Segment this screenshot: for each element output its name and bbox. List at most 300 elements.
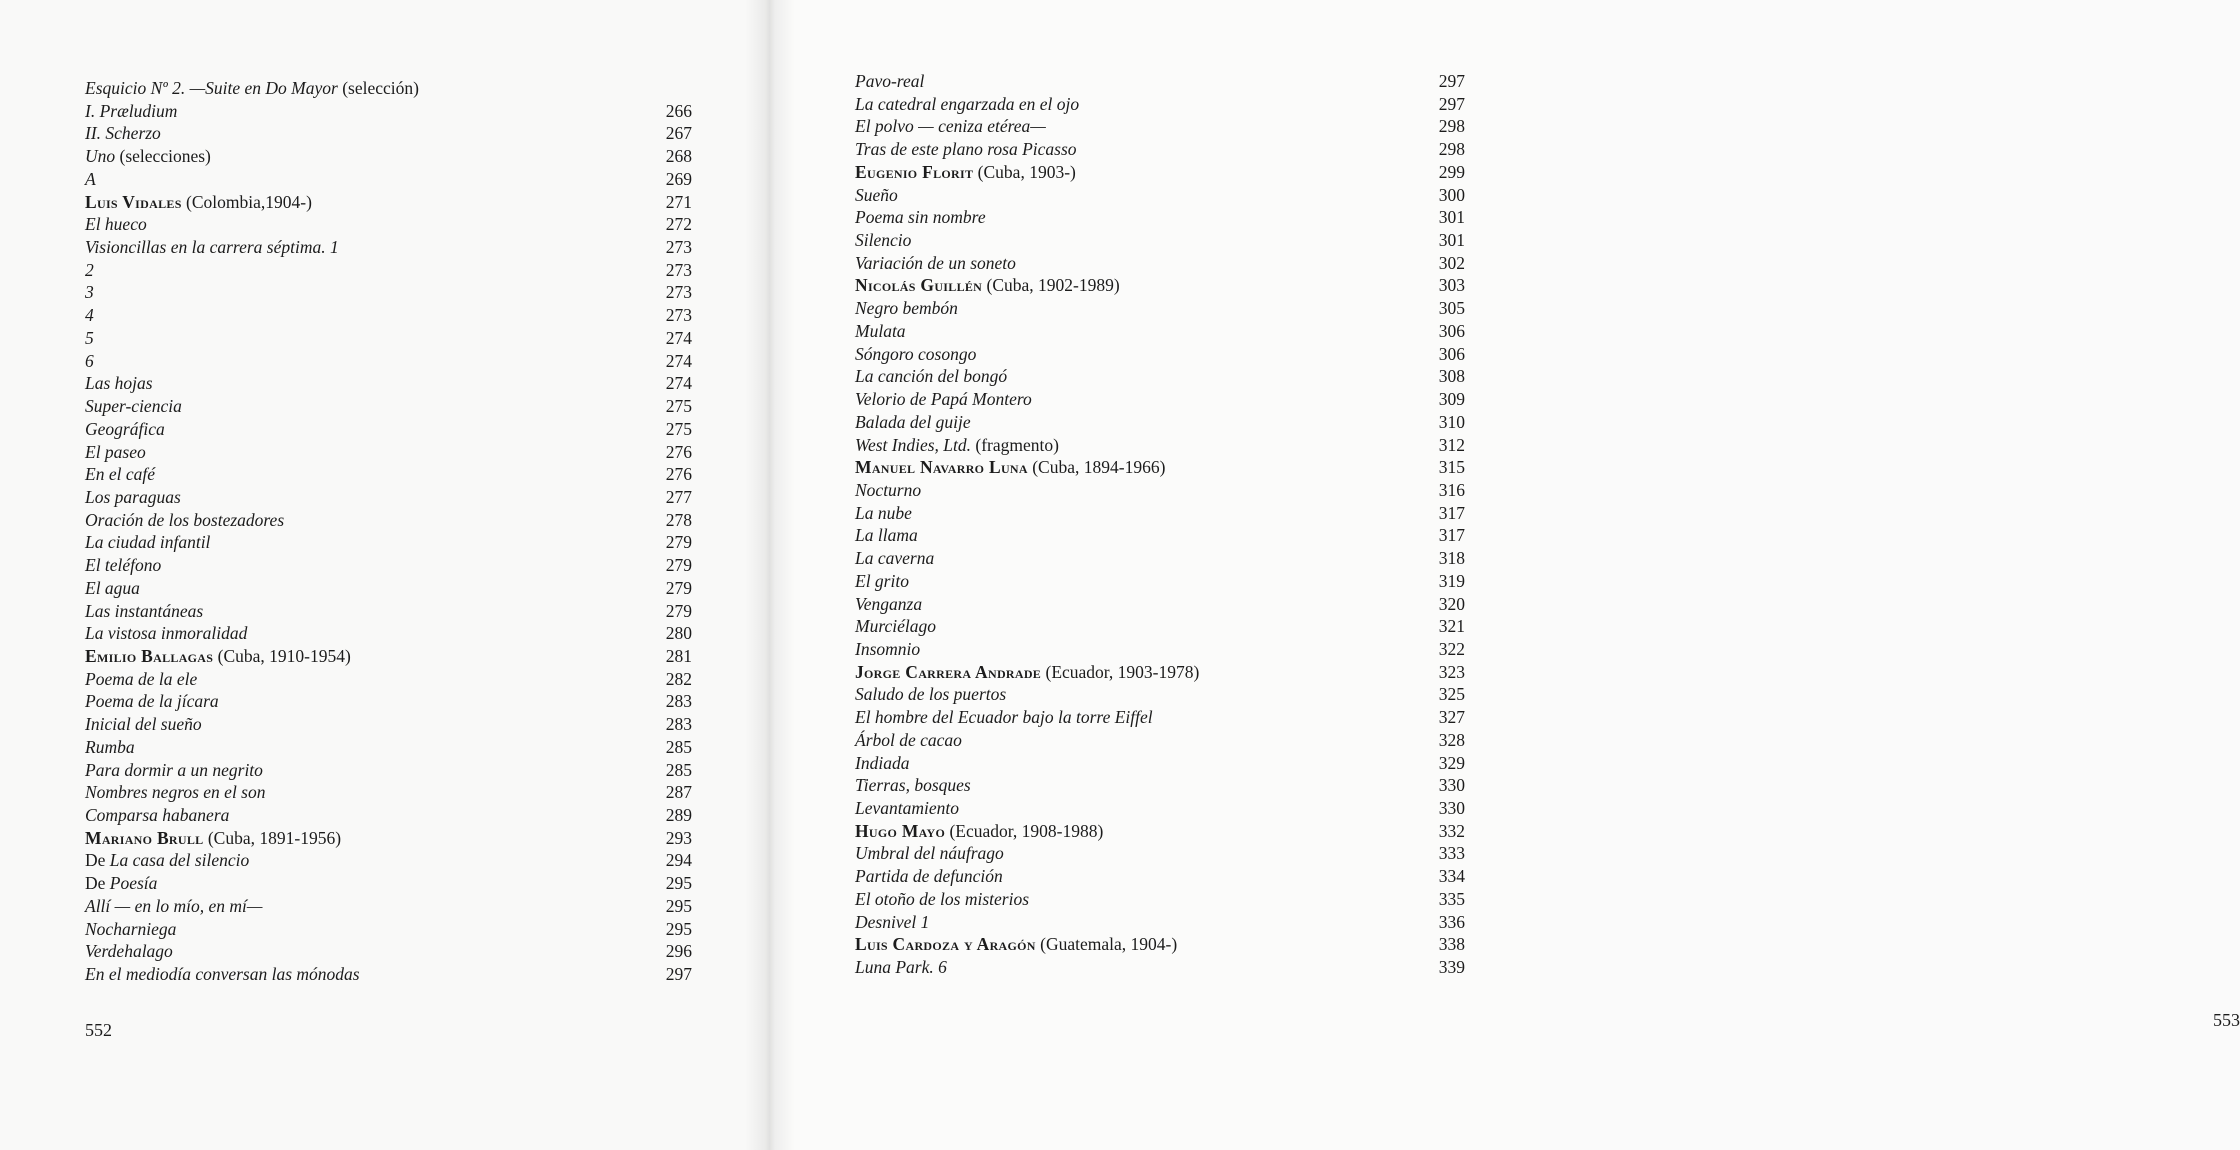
toc-text: Rumba xyxy=(85,736,135,757)
toc-entry xyxy=(855,524,1465,547)
toc-entry-title xyxy=(855,706,1153,729)
toc-entry xyxy=(85,236,692,259)
toc-entry xyxy=(855,615,1465,638)
toc-entry xyxy=(85,213,692,236)
toc-page-number: 338 xyxy=(1438,934,1465,955)
author-name: Mariano Brull xyxy=(85,827,204,848)
toc-entry xyxy=(855,229,1465,252)
toc-entry xyxy=(85,940,692,963)
toc-entry-title xyxy=(855,320,906,343)
toc-page-number: 281 xyxy=(665,645,692,666)
toc-text: (fragmento) xyxy=(971,434,1059,455)
toc-entry-title xyxy=(855,115,1046,138)
toc-entry-title xyxy=(85,463,155,486)
toc-text: (Cuba, 1894-1966) xyxy=(1027,457,1166,478)
toc-entry xyxy=(855,888,1465,911)
toc-text: El hombre del Ecuador bajo la torre Eiffel xyxy=(855,707,1153,728)
toc-page-number: 316 xyxy=(1438,479,1465,500)
toc-page-number: 302 xyxy=(1438,252,1465,273)
right-page-number: 553 xyxy=(2213,1010,2240,1030)
toc-page-number: 298 xyxy=(1438,139,1465,160)
toc-entry xyxy=(855,297,1465,320)
toc-entry xyxy=(85,554,692,577)
toc-entry xyxy=(855,206,1465,229)
toc-text: (Colombia,1904-) xyxy=(181,191,312,212)
toc-text: Mulata xyxy=(855,320,906,341)
toc-entry-title xyxy=(85,145,211,168)
left-toc-list xyxy=(85,77,692,986)
toc-entry xyxy=(855,479,1465,502)
toc-text: Sóngoro cosongo xyxy=(855,343,977,364)
toc-entry-title xyxy=(85,713,202,736)
toc-page-number: 333 xyxy=(1438,843,1465,864)
toc-page-number: 315 xyxy=(1438,457,1465,478)
toc-entry-title xyxy=(855,933,1177,956)
toc-entry-title xyxy=(855,297,958,320)
toc-text: Visioncillas en la carrera séptima. 1 xyxy=(85,237,339,258)
toc-entry xyxy=(855,502,1465,525)
toc-entry-title xyxy=(85,827,341,850)
toc-entry xyxy=(855,547,1465,570)
toc-text: Uno xyxy=(85,146,116,167)
toc-page-number: 321 xyxy=(1438,616,1465,637)
toc-text: El otoño de los misterios xyxy=(855,888,1030,909)
toc-page-number: 273 xyxy=(665,282,692,303)
toc-text: La vistosa inmoralidad xyxy=(85,623,248,644)
toc-entry xyxy=(85,872,692,895)
toc-entry-title xyxy=(855,638,920,661)
toc-text: 6 xyxy=(85,350,94,371)
toc-entry-title xyxy=(855,456,1165,479)
toc-page-number: 266 xyxy=(665,100,692,121)
toc-page-number: 310 xyxy=(1438,411,1465,432)
toc-entry xyxy=(85,600,692,623)
toc-page-number: 293 xyxy=(665,827,692,848)
toc-entry-title xyxy=(855,842,1004,865)
toc-text: Murciélago xyxy=(855,616,936,637)
toc-entry xyxy=(85,463,692,486)
toc-page-number: 317 xyxy=(1438,525,1465,546)
toc-entry-title xyxy=(85,895,262,918)
toc-entry xyxy=(85,509,692,532)
toc-entry xyxy=(855,456,1465,479)
toc-text: (Cuba, 1902-1989) xyxy=(982,275,1120,296)
toc-entry-title xyxy=(855,229,911,252)
toc-text: Levantamiento xyxy=(855,798,960,818)
toc-entry-title xyxy=(85,236,339,259)
toc-page-number: 330 xyxy=(1438,798,1465,818)
toc-page-number: 285 xyxy=(665,736,692,757)
toc-entry-title xyxy=(85,509,284,532)
toc-text: El teléfono xyxy=(85,555,162,576)
toc-entry xyxy=(855,320,1465,343)
toc-page-number: 273 xyxy=(665,259,692,280)
toc-page-number: 325 xyxy=(1438,684,1465,705)
toc-entry-title xyxy=(85,759,263,782)
toc-entry xyxy=(85,918,692,941)
author-name: Luis Cardoza y Aragón xyxy=(855,934,1036,955)
toc-page-number: 274 xyxy=(665,373,692,394)
toc-page-number: 332 xyxy=(1438,820,1465,841)
toc-entry xyxy=(855,343,1465,366)
toc-text: Nocharniega xyxy=(85,918,177,939)
toc-page-number: 267 xyxy=(665,123,692,144)
toc-text: Desnivel 1 xyxy=(855,911,930,932)
toc-entry-title xyxy=(855,570,909,593)
toc-text: La casa del silencio xyxy=(109,850,250,871)
toc-page-number: 305 xyxy=(1438,298,1465,319)
toc-entry xyxy=(855,774,1465,797)
toc-entry xyxy=(855,115,1465,138)
toc-entry xyxy=(85,304,692,327)
toc-text: (Ecuador, 1908-1988) xyxy=(945,820,1104,841)
toc-page-number: 306 xyxy=(1438,343,1465,364)
author-name: Nicolás Guillén xyxy=(855,275,983,296)
toc-entry xyxy=(855,752,1465,775)
toc-entry-title xyxy=(85,350,94,373)
toc-page-number: 317 xyxy=(1438,502,1465,523)
toc-entry-title xyxy=(855,911,929,934)
toc-entry xyxy=(855,434,1465,457)
toc-text: Geográfica xyxy=(85,418,165,439)
author-name: Hugo Mayo xyxy=(855,820,946,841)
toc-page-number: 295 xyxy=(665,873,692,894)
toc-page-number: 272 xyxy=(665,214,692,235)
toc-entry-title xyxy=(855,138,1077,161)
toc-text: Velorio de Papá Montero xyxy=(855,389,1032,410)
toc-entry-title xyxy=(855,752,909,775)
toc-page-number: 279 xyxy=(665,600,692,621)
toc-entry-title xyxy=(855,252,1016,275)
toc-entry-title xyxy=(85,872,157,895)
toc-page-number: 309 xyxy=(1438,389,1465,410)
toc-entry xyxy=(85,100,692,123)
toc-text: Partida de defunción xyxy=(855,866,1003,887)
toc-entry-title xyxy=(85,372,153,395)
toc-entry-title xyxy=(855,365,1007,388)
toc-entry-title xyxy=(855,206,986,229)
toc-page-number: 268 xyxy=(665,146,692,167)
toc-page-number: 285 xyxy=(665,759,692,780)
toc-entry xyxy=(855,593,1465,616)
toc-entry-title xyxy=(855,729,962,752)
toc-page-number: 297 xyxy=(1438,93,1465,114)
toc-entry xyxy=(85,690,692,713)
toc-entry xyxy=(85,395,692,418)
toc-page-number: 297 xyxy=(665,964,692,985)
toc-entry xyxy=(85,849,692,872)
toc-text: Silencio xyxy=(855,230,912,251)
toc-entry-title xyxy=(85,281,94,304)
toc-text: 4 xyxy=(85,305,94,326)
toc-entry xyxy=(855,729,1465,752)
toc-entry xyxy=(855,184,1465,207)
toc-text: Comparsa habanera xyxy=(85,805,230,825)
toc-text: I. Præludium xyxy=(85,100,178,121)
toc-page-number: 308 xyxy=(1438,366,1465,387)
toc-text: El grito xyxy=(855,570,909,591)
toc-entry xyxy=(85,736,692,759)
toc-page-number: 335 xyxy=(1438,888,1465,909)
toc-entry xyxy=(855,365,1465,388)
author-name: Eugenio Florit xyxy=(855,161,974,182)
toc-page-number: 301 xyxy=(1438,230,1465,251)
toc-entry-title xyxy=(85,100,177,123)
toc-page-number: 319 xyxy=(1438,570,1465,591)
toc-text: Allí — en lo mío, en mí— xyxy=(85,895,263,916)
toc-text: (Cuba, 1910-1954) xyxy=(213,645,351,666)
toc-page-number: 312 xyxy=(1438,434,1465,455)
toc-entry-title xyxy=(85,577,140,600)
toc-page-number: 283 xyxy=(665,714,692,735)
toc-text: Nocturno xyxy=(855,479,922,500)
toc-page-number: 328 xyxy=(1438,729,1465,750)
toc-entry xyxy=(85,281,692,304)
toc-entry xyxy=(855,911,1465,934)
toc-entry xyxy=(85,713,692,736)
toc-entry-title xyxy=(85,804,229,827)
toc-entry-title xyxy=(85,600,203,623)
toc-entry xyxy=(855,93,1465,116)
toc-entry xyxy=(85,577,692,600)
toc-entry xyxy=(85,622,692,645)
toc-entry xyxy=(855,138,1465,161)
toc-entry xyxy=(855,661,1465,684)
toc-page-number: 275 xyxy=(665,418,692,439)
toc-text: Para dormir a un negrito xyxy=(85,759,263,780)
toc-entry-title xyxy=(855,774,971,797)
toc-entry xyxy=(85,372,692,395)
toc-entry-title xyxy=(855,184,898,207)
toc-entry-title xyxy=(85,918,176,941)
toc-entry-title xyxy=(85,781,266,804)
toc-entry-title xyxy=(85,940,173,963)
toc-page-number: 327 xyxy=(1438,707,1465,728)
toc-text: (Guatemala, 1904-) xyxy=(1035,934,1178,955)
toc-entry-title xyxy=(85,441,146,464)
toc-text: Los paraguas xyxy=(85,486,181,507)
toc-entry-title xyxy=(85,327,94,350)
toc-entry xyxy=(85,77,692,100)
toc-page-number: 279 xyxy=(665,532,692,553)
toc-text: Umbral del náufrago xyxy=(855,843,1004,864)
toc-text: Poema de la ele xyxy=(85,668,198,689)
toc-text: (Cuba, 1903-) xyxy=(973,161,1076,182)
toc-text: Tierras, bosques xyxy=(855,775,971,796)
toc-entry xyxy=(85,645,692,668)
toc-entry-title xyxy=(85,213,147,236)
toc-page-number: 299 xyxy=(1438,161,1465,182)
toc-text: La llama xyxy=(855,525,918,546)
author-name: Luis Vidales xyxy=(85,191,182,212)
toc-page-number: 300 xyxy=(1438,184,1465,205)
toc-entry-title xyxy=(855,343,976,366)
toc-page-number: 301 xyxy=(1438,207,1465,228)
toc-page-number: 274 xyxy=(665,350,692,371)
toc-entry xyxy=(855,956,1465,979)
toc-page-number: 306 xyxy=(1438,320,1465,341)
toc-entry-title xyxy=(85,849,249,872)
toc-page-number: 276 xyxy=(665,441,692,462)
toc-text: Esquicio Nº 2. —Suite en Do Mayor xyxy=(85,78,338,98)
toc-entry xyxy=(85,827,692,850)
toc-entry xyxy=(85,804,692,827)
toc-page-number: 330 xyxy=(1438,775,1465,796)
toc-page-number: 294 xyxy=(665,850,692,871)
toc-page-number: 276 xyxy=(665,464,692,485)
toc-entry xyxy=(85,486,692,509)
toc-entry xyxy=(85,168,692,191)
toc-entry-title xyxy=(855,161,1076,184)
toc-entry-title xyxy=(85,486,181,509)
toc-text: Las hojas xyxy=(85,373,153,394)
toc-entry-title xyxy=(85,668,197,691)
toc-text: Super-ciencia xyxy=(85,396,182,417)
toc-entry-title xyxy=(855,479,921,502)
toc-text: Verdehalago xyxy=(85,941,173,962)
toc-entry-title xyxy=(85,418,165,441)
toc-entry-title xyxy=(85,304,94,327)
toc-text: Poema de la jícara xyxy=(85,691,219,712)
toc-entry xyxy=(855,638,1465,661)
toc-entry-title xyxy=(855,434,1059,457)
toc-text: Árbol de cacao xyxy=(855,729,962,750)
toc-page-number: 271 xyxy=(665,191,692,212)
toc-page-number: 282 xyxy=(665,668,692,689)
toc-entry-title xyxy=(85,191,312,214)
toc-entry xyxy=(855,570,1465,593)
toc-text: Tras de este plano rosa Picasso xyxy=(855,139,1077,160)
toc-entry xyxy=(855,706,1465,729)
toc-page-number: 279 xyxy=(665,555,692,576)
toc-entry-title xyxy=(855,388,1032,411)
toc-text: En el mediodía conversan las mónodas xyxy=(85,964,360,985)
toc-entry-title xyxy=(85,77,419,100)
toc-entry xyxy=(855,842,1465,865)
toc-entry xyxy=(855,252,1465,275)
left-page xyxy=(0,0,770,1150)
toc-entry-title xyxy=(855,615,936,638)
toc-entry xyxy=(85,122,692,145)
toc-text: Negro bembón xyxy=(855,298,958,319)
left-page-number: 552 xyxy=(85,1020,112,1040)
toc-entry-title xyxy=(85,259,94,282)
toc-text: 3 xyxy=(85,282,94,303)
toc-entry-title xyxy=(85,736,135,759)
toc-page-number: 303 xyxy=(1438,275,1465,296)
toc-entry xyxy=(85,327,692,350)
toc-entry xyxy=(85,668,692,691)
toc-entry-title xyxy=(855,888,1029,911)
toc-entry-title xyxy=(85,622,247,645)
toc-text: La caverna xyxy=(855,548,935,569)
toc-entry xyxy=(85,441,692,464)
toc-page-number: 274 xyxy=(665,327,692,348)
toc-entry-title xyxy=(855,797,959,820)
toc-entry xyxy=(855,865,1465,888)
toc-entry xyxy=(855,388,1465,411)
toc-entry xyxy=(85,531,692,554)
toc-text: II. Scherzo xyxy=(85,123,161,144)
toc-text: (Ecuador, 1903-1978) xyxy=(1041,661,1200,682)
toc-text: Variación de un soneto xyxy=(855,252,1016,273)
toc-page-number: 273 xyxy=(665,305,692,326)
author-name: Jorge Carrera Andrade xyxy=(855,661,1042,682)
toc-entry xyxy=(85,759,692,782)
toc-page-number: 323 xyxy=(1438,661,1465,682)
toc-entry xyxy=(855,411,1465,434)
toc-page-number: 322 xyxy=(1438,638,1465,659)
toc-entry xyxy=(85,963,692,986)
toc-entry xyxy=(855,820,1465,843)
toc-page-number: 339 xyxy=(1438,957,1465,978)
toc-page-number: 278 xyxy=(665,509,692,530)
book-gutter xyxy=(745,0,795,1150)
toc-text: La nube xyxy=(855,502,912,523)
toc-entry xyxy=(855,161,1465,184)
author-name: Manuel Navarro Luna xyxy=(855,457,1028,478)
toc-text: A xyxy=(85,168,96,189)
toc-entry-title xyxy=(85,690,219,713)
toc-text: El paseo xyxy=(85,441,146,462)
toc-text: Inicial del sueño xyxy=(85,714,202,735)
toc-page-number: 273 xyxy=(665,237,692,258)
toc-page-number: 320 xyxy=(1438,593,1465,614)
toc-entry xyxy=(85,781,692,804)
toc-entry-title xyxy=(85,554,161,577)
toc-text: De xyxy=(85,850,110,871)
toc-entry-title xyxy=(855,820,1103,843)
toc-entry-title xyxy=(855,683,1006,706)
toc-page-number: 296 xyxy=(665,941,692,962)
toc-entry-title xyxy=(855,411,971,434)
toc-text: (Cuba, 1891-1956) xyxy=(203,827,342,848)
toc-page-number: 283 xyxy=(665,691,692,712)
toc-text: (selecciones) xyxy=(115,146,211,167)
toc-entry xyxy=(85,350,692,373)
right-toc-list xyxy=(855,70,1465,979)
toc-text: El agua xyxy=(85,577,140,598)
toc-entry xyxy=(855,274,1465,297)
toc-text: Balada del guije xyxy=(855,411,971,432)
toc-text: Poesía xyxy=(109,873,158,894)
toc-entry xyxy=(855,70,1465,93)
author-name: Emilio Ballagas xyxy=(85,645,214,666)
toc-page-number: 277 xyxy=(665,486,692,507)
toc-entry xyxy=(855,683,1465,706)
toc-text: La catedral engarzada en el ojo xyxy=(855,93,1080,114)
toc-entry xyxy=(855,933,1465,956)
toc-text: West Indies, Ltd. xyxy=(855,434,972,455)
toc-text: Sueño xyxy=(855,184,898,205)
toc-entry-title xyxy=(85,531,210,554)
toc-entry-title xyxy=(85,963,360,986)
toc-page-number: 289 xyxy=(665,805,692,825)
toc-entry-title xyxy=(855,93,1079,116)
toc-text: La canción del bongó xyxy=(855,366,1008,387)
toc-text: En el café xyxy=(85,464,155,485)
toc-entry-title xyxy=(855,593,922,616)
toc-entry-title xyxy=(855,70,924,93)
toc-entry-title xyxy=(85,645,351,668)
toc-entry-title xyxy=(85,395,182,418)
toc-entry-title xyxy=(855,524,918,547)
toc-text: De xyxy=(85,873,110,894)
toc-page-number: 275 xyxy=(665,396,692,417)
toc-entry-title xyxy=(855,274,1120,297)
toc-entry-title xyxy=(855,547,934,570)
toc-entry xyxy=(85,259,692,282)
